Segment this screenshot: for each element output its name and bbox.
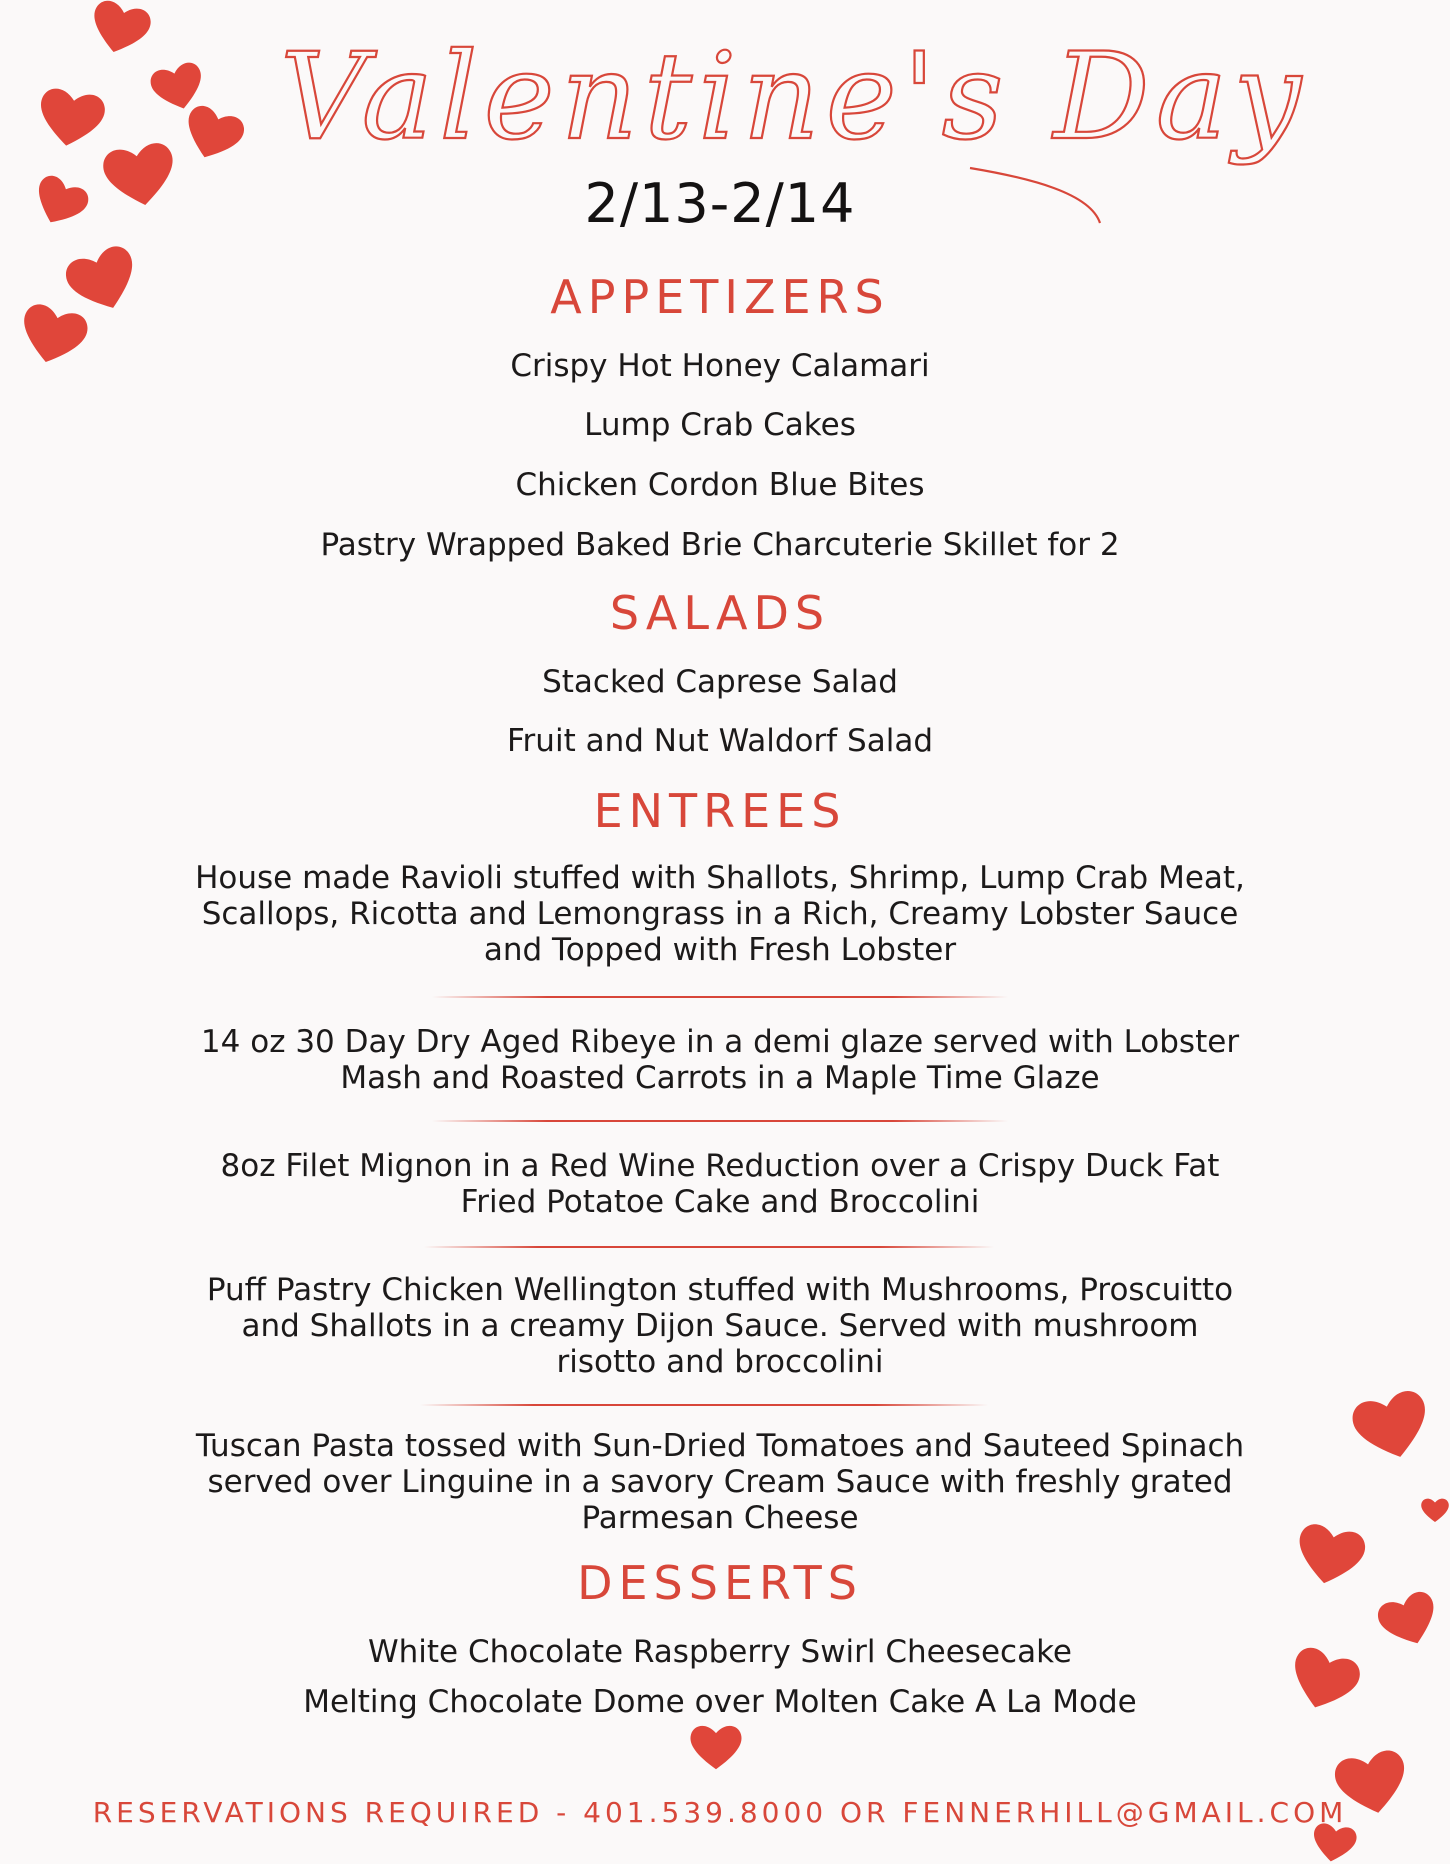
heart-icon <box>182 104 244 164</box>
heart-icon <box>1420 1480 1450 1540</box>
entree-item <box>120 860 1320 968</box>
menu-item: Fruit and Nut Waldorf Salad <box>506 723 933 759</box>
menu-item: Melting Chocolate Dome over Molten Cake A La Mode <box>303 1684 1137 1720</box>
section-heading-salads: SALADS <box>609 586 831 640</box>
entree-line: and Topped with Fresh Lobster <box>483 932 957 968</box>
entree-item <box>120 1428 1320 1536</box>
entree-line: Parmesan Cheese <box>581 1500 859 1536</box>
entree-line: House made Ravioli stuffed with Shallots, Shrimp, Lump Crab Meat, <box>195 860 1245 896</box>
heart-icon <box>36 78 106 158</box>
entree-line: 8oz Filet Mignon in a Red Wine Reduction over a Crispy Duck Fat <box>220 1148 1220 1184</box>
svg-text:Valentine's Day: Valentine's Day <box>280 28 1308 167</box>
entree-line: risotto and broccolini <box>556 1344 884 1380</box>
menu-item: Pastry Wrapped Baked Brie Charcuterie Skillet for 2 <box>320 527 1120 563</box>
entree-line: Mash and Roasted Carrots in a Maple Time Glaze <box>340 1060 1100 1096</box>
section-heading-entrees: ENTREES <box>593 784 847 838</box>
menu-item: Lump Crab Cakes <box>584 407 856 443</box>
section-heading-appetizers: APPETIZERS <box>550 270 890 324</box>
divider <box>424 1246 994 1248</box>
entree-item <box>120 1272 1320 1380</box>
divider <box>432 996 1008 998</box>
entree-line: Puff Pastry Chicken Wellington stuffed with Mushrooms, Proscuitto <box>206 1272 1234 1308</box>
menu-item: White Chocolate Raspberry Swirl Cheesecake <box>367 1634 1072 1670</box>
entree-line: Fried Potatoe Cake and Broccolini <box>460 1184 980 1220</box>
entree-line: and Shallots in a creamy Dijon Sauce. Served with mushroom <box>241 1308 1199 1344</box>
reservation-footer: RESERVATIONS REQUIRED - 401.539.8000 OR FENNERHILL@GMAIL.COM <box>92 1796 1348 1829</box>
entree-item <box>120 1024 1320 1096</box>
menu-item: Chicken Cordon Blue Bites <box>515 467 925 503</box>
heart-icon <box>88 0 152 56</box>
entree-line: served over Linguine in a savory Cream Sauce with freshly grated <box>207 1464 1233 1500</box>
heart-icon <box>1352 1384 1432 1468</box>
menu-item: Crispy Hot Honey Calamari <box>510 348 930 384</box>
date-range: 2/13-2/14 <box>584 172 856 235</box>
heart-icon <box>688 1722 744 1772</box>
entree-line: Tuscan Pasta tossed with Sun-Dried Tomatoes and Sauteed Spinach <box>195 1428 1245 1464</box>
divider <box>432 1120 1008 1122</box>
entree-line: Scallops, Ricotta and Lemongrass in a Rich, Creamy Lobster Sauce <box>201 896 1239 932</box>
divider <box>420 1404 988 1406</box>
menu-item: Stacked Caprese Salad <box>542 664 898 700</box>
entree-line: 14 oz 30 Day Dry Aged Ribeye in a demi glaze served with Lobster <box>200 1024 1240 1060</box>
section-heading-desserts: DESSERTS <box>577 1556 863 1610</box>
entree-item <box>120 1148 1320 1220</box>
